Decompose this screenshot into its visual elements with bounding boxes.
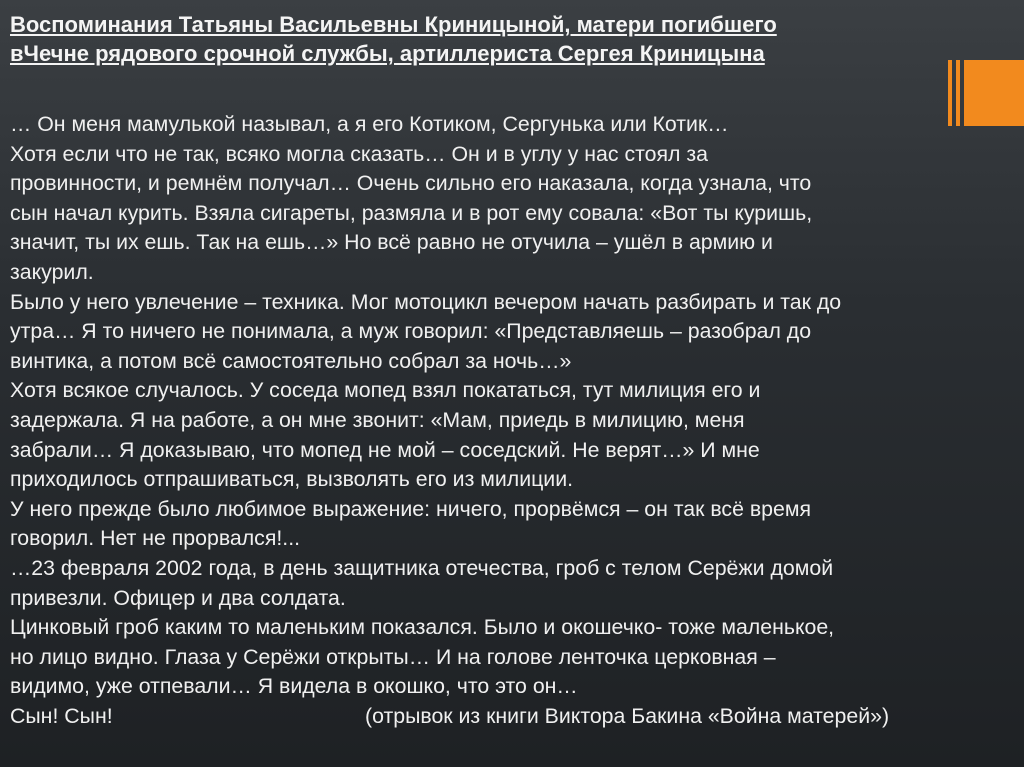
text-line: У него прежде было любимое выражение: ничего, прорвёмся – он так всё время — [10, 496, 812, 521]
text-line: значит, ты их ешь. Так на ешь…» Но всё равно не отучила – ушёл в армию и — [10, 230, 773, 255]
text-line: … Он меня мамулькой называл, а я его Котиком, Сергунька или Котик… — [10, 112, 729, 136]
text-line: задержала. Я на работе, а он мне звонит: «Мам, приедь в милицию, меня — [10, 407, 745, 432]
text-line: Хотя если что не так, всяко могла сказать… Он и в углу у нас стоял за — [10, 141, 708, 166]
text-line: винтика, а потом всё самостоятельно собрал за ночь…» — [10, 348, 572, 373]
text-line: говорил. Нет не прорвался!... — [10, 526, 301, 551]
memoir-text — [10, 110, 1014, 731]
slide-title — [10, 10, 930, 68]
text-line: Было у него увлечение – техника. Мог мотоцикл вечером начать разбирать и так до — [10, 289, 842, 314]
text-line: утра… Я то ничего не понимала, а муж говорил: «Представляешь – разобрал до — [10, 319, 812, 344]
title-line-1: Воспоминания Татьяны Васильевны Криницыной, матери погибшего — [10, 12, 777, 37]
text-line: забрали… Я доказываю, что мопед не мой – соседский. Не верят…» И мне — [10, 437, 760, 462]
text-line: закурил. — [10, 259, 94, 284]
text-line: приходилось отпрашиваться, вызволять его из милиции. — [10, 467, 574, 492]
text-line: привезли. Офицер и два солдата. — [10, 585, 346, 610]
title-line-2: вЧечне рядового срочной службы, артиллериста Сергея Криницына — [10, 41, 765, 66]
text-line: сын начал курить. Взяла сигареты, размяла и в рот ему совала: «Вот ты куришь, — [10, 200, 813, 225]
text-line: …23 февраля 2002 года, в день защитника отечества, гроб с телом Серёжи домой — [10, 555, 834, 580]
text-line: Цинковый гроб каким то маленьким показался. Было и окошечко- тоже маленькое, — [10, 615, 835, 640]
text-line: Хотя всякое случалось. У соседа мопед взял покататься, тут милиция его и — [10, 378, 761, 403]
exclamation-text: Сын! Сын! — [10, 703, 113, 728]
last-text-line — [10, 702, 1014, 732]
text-line: провинности, и ремнём получал… Очень сильно его наказала, когда узнала, что — [10, 171, 812, 196]
text-line: но лицо видно. Глаза у Серёжи открыты… И на голове ленточка церковная – — [10, 644, 776, 669]
text-line: видимо, уже отпевали… Я видела в окошко, что это он… — [10, 674, 578, 699]
source-citation: (отрывок из книги Виктора Бакина «Война матерей») — [365, 703, 890, 728]
